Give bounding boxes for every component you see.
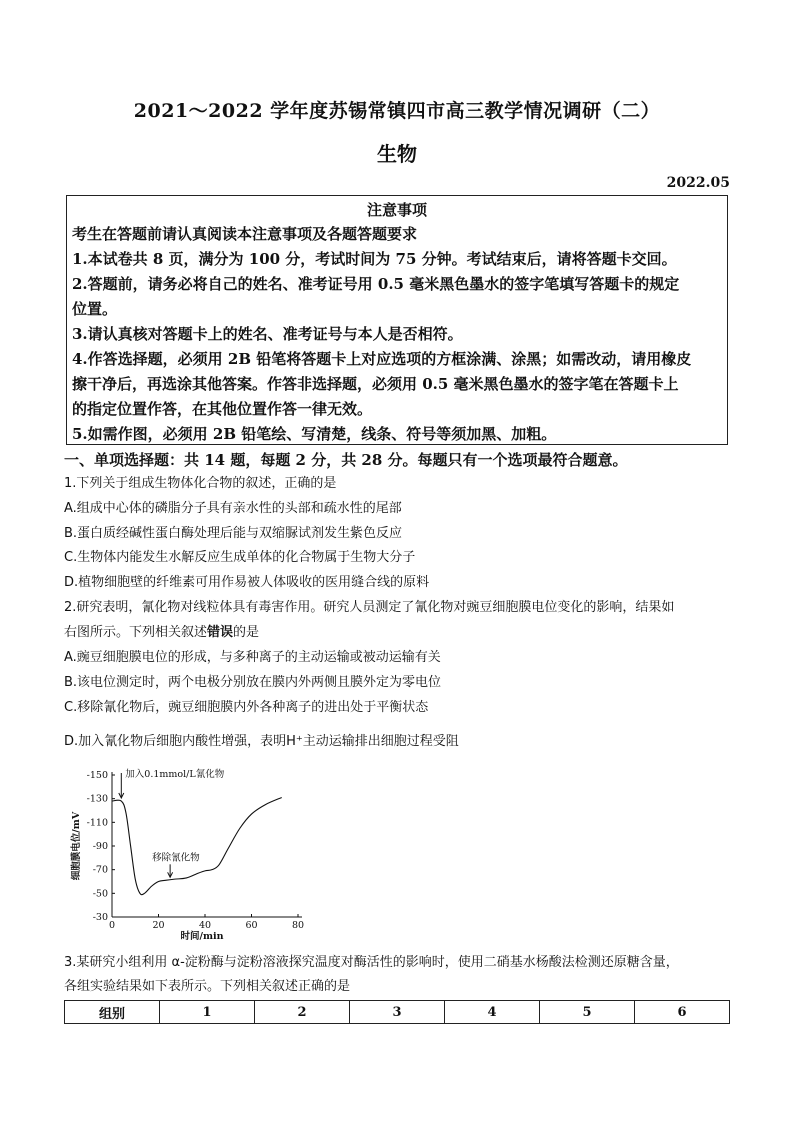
subject-title: 生物 [377,142,417,166]
q2-stem-line1: 2.研究表明，氰化物对线粒体具有毒害作用。研究人员测定了氰化物对豌豆细胞膜电位变化的影响，结果如 [64,600,675,615]
q2-option-c: C.移除氰化物后，豌豆细胞膜内外各种离子的进出处于平衡状态 [64,700,429,715]
x-tick-label: 80 [291,920,305,931]
q2-option-b: B.该电位测定时，两个电极分别放在膜内外两侧且膜外定为零电位 [64,675,442,690]
y-tick-label: -70 [92,864,108,876]
notice-line: 位置。 [72,300,118,318]
table-header-cell: 2 [255,1001,350,1024]
q1-option-d: D.植物细胞壁的纤维素可用作易被人体吸收的医用缝合线的原料 [64,575,430,590]
table-header-cell: 4 [445,1001,540,1024]
q2-stem-emphasis: 错误 [207,625,234,640]
q2-option-d: D.加入氰化物后细胞内酸性增强，表明H⁺主动运输排出细胞过程受阻 [64,734,459,749]
exam-date: 2022.05 [666,175,730,191]
y-tick-label: -50 [92,888,108,900]
table-header-cell: 3 [350,1001,445,1024]
y-tick-label: -150 [86,770,108,781]
table-header-cell: 6 [635,1001,730,1024]
q1-stem: 1.下列关于组成生物体化合物的叙述，正确的是 [64,476,337,491]
y-axis-label: 细胞膜电位/mV [71,811,82,881]
x-axis-label: 时间/min [180,931,224,942]
y-tick-label: -30 [92,912,108,923]
results-table [64,1000,730,1024]
x-tick-label: 40 [198,920,212,931]
notice-line: 5.如需作图，必须用 2B 铅笔绘、写清楚，线条、符号等须加黑、加粗。 [72,425,557,443]
q3-stem-line2: 各组实验结果如下表所示。下列相关叙述正确的是 [64,979,351,994]
y-tick-label: -130 [86,793,108,805]
add-cyanide-annotation: 加入0.1mmol/L氰化物 [125,769,225,780]
notice-line: 擦干净后，再选涂其他答案。作答非选择题，必须用 0.5 毫米黑色墨水的签字笔在答题卡上 [72,375,679,393]
table-row [65,1001,730,1024]
notice-line: 的指定位置作答，在其他位置作答一律无效。 [72,400,373,418]
q2-stem-text-end: 的是 [233,625,260,640]
notice-line: 2.答题前，请务必将自己的姓名、准考证号用 0.5 毫米黑色墨水的签字笔填写答题卡的规定 [72,275,680,293]
potential-curve [112,797,282,894]
notice-line: 1.本试卷共 8 页，满分为 100 分，考试时间为 75 分钟。考试结束后，请将答题卡交回。 [72,250,677,268]
q1-option-a: A.组成中心体的磷脂分子具有亲水性的头部和疏水性的尾部 [64,501,402,516]
x-tick-label: 0 [108,920,116,931]
notice-line: 3.请认真核对答题卡上的姓名、准考证号与本人是否相符。 [72,325,463,343]
y-tick-label: -110 [86,817,108,829]
x-tick-label: 60 [245,920,258,931]
page-title: 2021～2022 学年度苏锡常镇四市高三教学情况调研（二） [133,100,661,122]
table-header-cell: 5 [540,1001,635,1024]
notice-box [66,195,728,445]
section-heading: 一、单项选择题：共 14 题，每题 2 分，共 28 分。每题只有一个选项最符合题意。 [64,451,628,469]
q1-option-b: B.蛋白质经碱性蛋白酶处理后能与双缩脲试剂发生紫色反应 [64,526,403,541]
remove-cyanide-annotation: 移除氰化物 [152,852,200,864]
q2-option-a: A.豌豆细胞膜电位的形成，与多种离子的主动运输或被动运输有关 [64,650,441,665]
notice-title: 注意事项 [366,201,427,219]
q3-stem-line1: 3.某研究小组利用 α-淀粉酶与淀粉溶液探究温度对酶活性的影响时，使用二硝基水杨酸法检测还原糖含量， [64,955,679,970]
q1-option-c: C.生物体内能发生水解反应生成单体的化合物属于生物大分子 [64,550,416,565]
membrane-potential-chart [70,762,320,952]
x-tick-label: 20 [152,920,165,931]
y-tick-label: -90 [92,841,108,852]
notice-line: 考生在答题前请认真阅读本注意事项及各题答题要求 [72,225,418,243]
table-header-cell: 组别 [65,1001,160,1024]
q2-stem-text: 右图所示。下列相关叙述 [64,625,208,640]
table-header-cell: 1 [160,1001,255,1024]
q2-stem-line2 [64,624,734,642]
notice-line: 4.作答选择题，必须用 2B 铅笔将答题卡上对应选项的方框涂满、涂黑；如需改动，请用橡皮 [72,350,692,368]
